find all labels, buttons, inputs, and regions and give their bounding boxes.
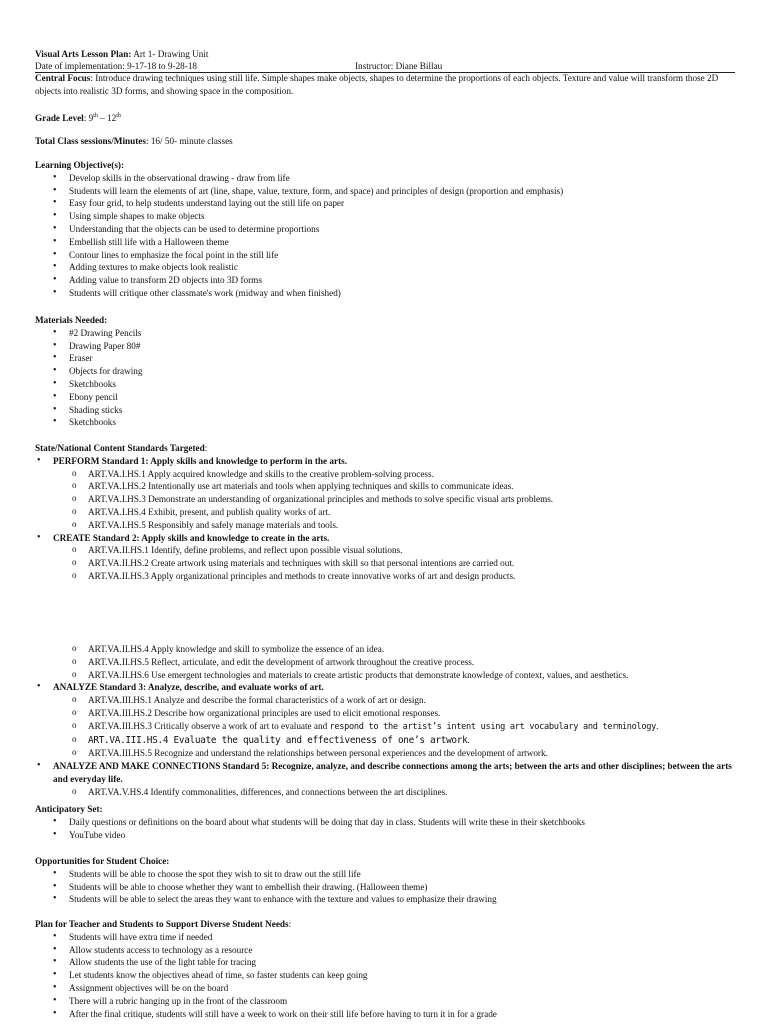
diverse-needs-section — [35, 918, 735, 1020]
list-item: • Shading sticks — [35, 404, 735, 417]
list-item: • Sketchbooks — [35, 378, 735, 391]
list-item: o ART.VA.II.HS.3 Apply organizational principles and methods to create innovative works of art and design products. — [35, 570, 735, 583]
learning-objectives-list — [35, 172, 735, 300]
student-choice-list — [35, 868, 735, 906]
create-substandards-continued — [35, 643, 735, 681]
title-label: Visual Arts Lesson Plan: — [35, 49, 132, 59]
diverse-needs-list — [35, 931, 735, 1021]
grade-level-label: Grade Level — [35, 113, 84, 124]
list-item: • Adding textures to make objects look realistic — [35, 261, 735, 274]
list-item: • Drawing Paper 80# — [35, 340, 735, 353]
grade-to-suffix: th — [116, 113, 121, 119]
list-item — [35, 720, 735, 734]
learning-objectives-section — [35, 159, 735, 300]
standards-continued — [35, 643, 735, 799]
list-item: o ART.VA.I.HS.3 Demonstrate an understanding of organizational principles and methods to solve specific visual arts problems. — [35, 493, 735, 506]
list-item — [35, 734, 735, 748]
list-item: • Embellish still life with a Halloween theme — [35, 236, 735, 249]
list-item: o ART.VA.III.HS.2 Describe how organizational principles are used to elicit emotional responses. — [35, 707, 735, 720]
lesson-plan-title — [35, 48, 735, 61]
list-item: • Assignment objectives will be on the board — [35, 982, 735, 995]
create-substandards — [35, 544, 735, 582]
class-sessions-value: : 16/ 50- minute classes — [145, 136, 233, 146]
list-item: • Develop skills in the observational drawing - draw from life — [35, 172, 735, 185]
grade-from-suffix: th — [93, 113, 98, 119]
list-item: • Students will be able to select the areas they want to enhance with the texture and values to emphasize their drawing — [35, 893, 735, 906]
central-focus-text: : Introduce drawing techniques using still life. Simple shapes make objects, shapes to determine the proportions of each objects. Texture and value will transform those 2D objects into realistic 3D forms, and showing space in the composition. — [35, 73, 719, 96]
list-item: • Students will be able to choose the spot they wish to sit to draw out the still life — [35, 868, 735, 881]
item-text-alt-font: respond to the artist’s intent using art vocabulary and terminology — [329, 721, 657, 732]
central-focus — [35, 72, 735, 98]
standards-section — [35, 442, 735, 583]
date-line — [35, 60, 735, 73]
connect-substandards — [35, 786, 735, 799]
standards-heading: State/National Content Standards Targeted — [35, 443, 205, 453]
list-item: • Ebony pencil — [35, 391, 735, 404]
materials-section — [35, 314, 735, 429]
list-item: • Eraser — [35, 352, 735, 365]
list-item: • YouTube video — [35, 829, 735, 842]
standards-list-create — [35, 532, 735, 545]
grade-from: : 9 — [83, 113, 94, 124]
list-item: • Objects for drawing — [35, 365, 735, 378]
list-item: o ART.VA.III.HS.1 Analyze and describe the formal characteristics of a work of art or design. — [35, 694, 735, 707]
list-item: o ART.VA.II.HS.2 Create artwork using materials and techniques with skill so that personal intentions are carried out. — [35, 557, 735, 570]
list-item: • Allow students access to technology as a resource — [35, 944, 735, 957]
diverse-needs-heading-colon: : — [288, 919, 292, 929]
standards-list-connect — [35, 760, 735, 786]
materials-list — [35, 327, 735, 429]
list-item: o ART.VA.II.HS.4 Apply knowledge and skill to symbolize the essence of an idea. — [35, 643, 735, 656]
date-of-implementation: Date of implementation: 9-17-18 to 9-28-18 — [35, 61, 198, 71]
title-value: Art 1- Drawing Unit — [131, 49, 209, 59]
class-sessions — [35, 135, 735, 148]
list-item: • Allow students the use of the light table for tracing — [35, 956, 735, 969]
student-choice-section — [35, 855, 735, 906]
list-item: o ART.VA.II.HS.6 Use emergent technologies and materials to create artistic products that demonstrate knowledge of context, values, and aesthetics. — [35, 669, 735, 682]
standards-list-analyze — [35, 681, 735, 694]
item-text: ART.VA.III.HS.3 Critically observe a work of art to evaluate and — [88, 720, 330, 731]
class-sessions-label: Total Class sessions/Minutes — [35, 136, 146, 146]
standard-connect-title: ANALYZE AND MAKE CONNECTIONS Standard 5: Recognize, analyze, and describe connections among the arts; between the arts and other disciplines; between the arts and everyday life. — [53, 761, 732, 784]
materials-heading: Materials Needed: — [35, 315, 108, 325]
item-text-end: . — [467, 734, 470, 745]
standards-list — [35, 455, 735, 468]
list-item: • Let students know the objectives ahead of time, so faster students can keep going — [35, 969, 735, 982]
list-item: • Sketchbooks — [35, 416, 735, 429]
standard-analyze-title: ANALYZE Standard 3: Analyze, describe, and evaluate works of art. — [53, 682, 324, 693]
list-item: • Daily questions or definitions on the board about what students will be doing that day in class. Students will write these in their sketchbooks — [35, 816, 735, 829]
standard-create — [35, 532, 735, 545]
list-item: o ART.VA.III.HS.5 Recognize and understand the relationships between personal experiences and the development of artwork. — [35, 747, 735, 760]
list-item: o ART.VA.II.HS.1 Identify, define problems, and reflect upon possible visual solutions. — [35, 544, 735, 557]
standard-perform-title: PERFORM Standard 1: Apply skills and knowledge to perform in the arts. — [53, 455, 348, 466]
list-item: • Contour lines to emphasize the focal point in the still life — [35, 249, 735, 262]
list-item: • There will a rubric hanging up in the front of the classroom — [35, 995, 735, 1008]
list-item: • After the final critique, students will still have a week to work on their still life before having to turn it in for a grade — [35, 1008, 735, 1021]
list-item: o ART.VA.I.HS.2 Intentionally use art materials and tools when applying techniques and skills to communicate ideas. — [35, 480, 735, 493]
student-choice-heading: Opportunities for Student Choice: — [35, 856, 170, 866]
item-text-end: . — [656, 720, 659, 731]
standard-create-title: CREATE Standard 2: Apply skills and knowledge to create in the arts. — [53, 532, 330, 543]
diverse-needs-heading: Plan for Teacher and Students to Support Diverse Student Needs — [35, 919, 289, 929]
anticipatory-set-section — [35, 803, 735, 841]
grade-level — [35, 110, 735, 125]
list-item: • Understanding that the objects can be used to determine proportions — [35, 223, 735, 236]
list-item: • Students will have extra time if needed — [35, 931, 735, 944]
standard-connect — [35, 760, 743, 786]
instructor-name: Instructor: Diane Billau — [355, 61, 443, 71]
list-item: o ART.VA.V.HS.4 Identify commonalities, differences, and connections between the art disciplines. — [35, 786, 735, 799]
analyze-substandards — [35, 694, 735, 760]
list-item: • Using simple shapes to make objects — [35, 210, 735, 223]
standard-analyze — [35, 681, 735, 694]
list-item: o ART.VA.I.HS.4 Exhibit, present, and publish quality works of art. — [35, 506, 735, 519]
list-item: • Students will be able to choose whether they want to embellish their drawing. (Halloween theme) — [35, 881, 735, 894]
perform-substandards — [35, 468, 735, 532]
list-item: • Adding value to transform 2D objects into 3D forms — [35, 274, 735, 287]
list-item: o ART.VA.I.HS.1 Apply acquired knowledge and skills to the creative problem-solving process. — [35, 468, 735, 481]
grade-to: – 12 — [97, 113, 117, 124]
list-item: • Students will critique other classmate's work (midway and when finished) — [35, 287, 735, 300]
item-text-alt-font: ART.VA.III.HS.4 Evaluate the quality and effectiveness of one’s artwork — [88, 734, 468, 746]
list-item: o ART.VA.I.HS.5 Responsibly and safely manage materials and tools. — [35, 519, 735, 532]
list-item: • Easy four grid, to help students understand laying out the still life on paper — [35, 197, 735, 210]
central-focus-label: Central Focus — [35, 73, 91, 83]
list-item: o ART.VA.II.HS.5 Reflect, articulate, and edit the development of artwork throughout the creative process. — [35, 656, 735, 669]
standard-perform — [35, 455, 735, 468]
list-item: • Students will learn the elements of art (line, shape, value, texture, form, and space) and principles of design (proportion and emphasis) — [35, 185, 735, 198]
learning-objectives-heading: Learning Objective(s): — [35, 160, 125, 170]
standards-heading-colon: : — [204, 443, 208, 453]
anticipatory-set-list — [35, 816, 735, 842]
anticipatory-set-heading: Anticipatory Set: — [35, 804, 103, 814]
list-item: • #2 Drawing Pencils — [35, 327, 735, 340]
